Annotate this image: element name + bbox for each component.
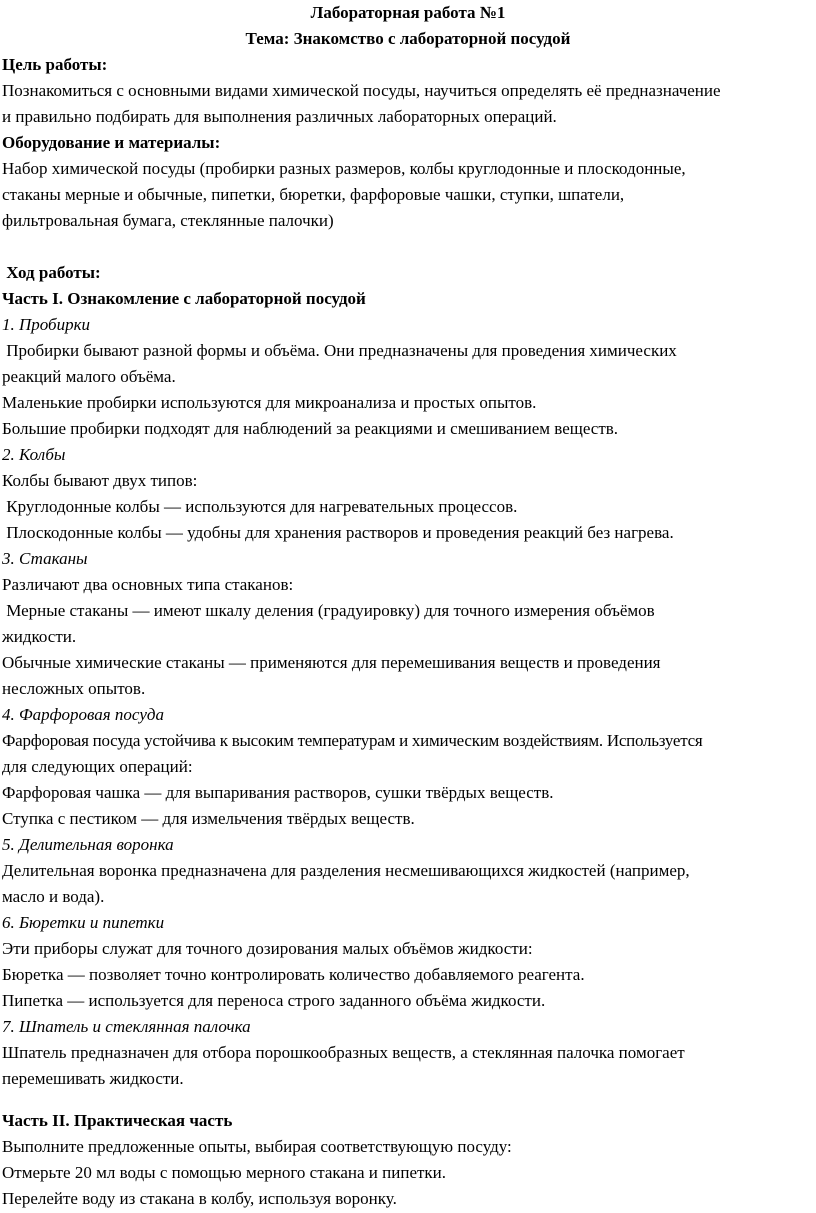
section-line: реакций малого объёма.	[2, 367, 176, 386]
section-line: Большие пробирки подходят для наблюдений за реакциями и смешиванием веществ.	[2, 419, 619, 438]
section-title-burettes: 6. Бюретки и пипетки	[2, 913, 165, 932]
part1-heading: Часть I. Ознакомление с лабораторной посудой	[2, 289, 366, 308]
section-line: жидкости.	[2, 627, 77, 646]
section-title-porcelain: 4. Фарфоровая посуда	[2, 705, 164, 724]
section-title-spatula: 7. Шпатель и стеклянная палочка	[2, 1017, 251, 1036]
goal-line: Познакомиться с основными видами химической посуды, научиться определять её предназначение	[2, 81, 721, 100]
section-line: Мерные стаканы — имеют шкалу деления (градуировку) для точного измерения объёмов	[2, 601, 655, 620]
goal-heading: Цель работы:	[2, 55, 108, 74]
section-line: Различают два основных типа стаканов:	[2, 575, 294, 594]
equipment-line: фильтровальная бумага, стеклянные палочки)	[2, 211, 334, 230]
equipment-line: Набор химической посуды (пробирки разных размеров, колбы круглодонные и плоскодонные,	[2, 159, 686, 178]
section-title-separatory-funnel: 5. Делительная воронка	[2, 835, 174, 854]
section-line: Бюретка — позволяет точно контролировать количество добавляемого реагента.	[2, 965, 585, 984]
section-line: Фарфоровая посуда устойчива к высоким температурам и химическим воздействиям. Используется	[2, 731, 703, 750]
section-line: Пробирки бывают разной формы и объёма. Они предназначены для проведения химических	[2, 341, 677, 360]
section-line: Маленькие пробирки используются для микроанализа и простых опытов.	[2, 393, 537, 412]
section-line: перемешивать жидкости.	[2, 1069, 184, 1088]
section-line: Круглодонные колбы — используются для нагревательных процессов.	[2, 497, 518, 516]
section-line: Пипетка — используется для переноса строго заданного объёма жидкости.	[2, 991, 546, 1010]
section-line: для следующих операций:	[2, 757, 193, 776]
section-line: Ступка с пестиком — для измельчения твёрдых веществ.	[2, 809, 415, 828]
part2-line: Перелейте воду из стакана в колбу, используя воронку.	[2, 1189, 397, 1208]
part2-line: Отмерьте 20 мл воды с помощью мерного стакана и пипетки.	[2, 1163, 447, 1182]
part2-line: Выполните предложенные опыты, выбирая соответствующую посуду:	[2, 1137, 512, 1156]
equipment-line: стаканы мерные и обычные, пипетки, бюретки, фарфоровые чашки, ступки, шпатели,	[2, 185, 625, 204]
section-line: Делительная воронка предназначена для разделения несмешивающихся жидкостей (например,	[2, 861, 690, 880]
section-line: Обычные химические стаканы — применяются для перемешивания веществ и проведения	[2, 653, 661, 672]
section-line: несложных опытов.	[2, 679, 146, 698]
section-line: Колбы бывают двух типов:	[2, 471, 198, 490]
section-title-beakers: 3. Стаканы	[2, 549, 88, 568]
section-line: Шпатель предназначен для отбора порошкообразных веществ, а стеклянная палочка помогает	[2, 1043, 685, 1062]
section-line: Фарфоровая чашка — для выпаривания растворов, сушки твёрдых веществ.	[2, 783, 554, 802]
equipment-heading: Оборудование и материалы:	[2, 133, 221, 152]
section-line: масло и вода).	[2, 887, 105, 906]
part2-heading: Часть II. Практическая часть	[2, 1111, 233, 1130]
section-line: Плоскодонные колбы — удобны для хранения растворов и проведения реакций без нагрева.	[2, 523, 674, 542]
procedure-heading: Ход работы:	[2, 263, 101, 282]
section-title-flasks: 2. Колбы	[2, 445, 66, 464]
goal-line: и правильно подбирать для выполнения различных лабораторных операций.	[2, 107, 557, 126]
section-line: Эти приборы служат для точного дозирования малых объёмов жидкости:	[2, 939, 533, 958]
document-title: Лабораторная работа №1	[310, 3, 506, 22]
document-topic: Тема: Знакомство с лабораторной посудой	[245, 29, 571, 48]
section-title-test-tubes: 1. Пробирки	[2, 315, 91, 334]
